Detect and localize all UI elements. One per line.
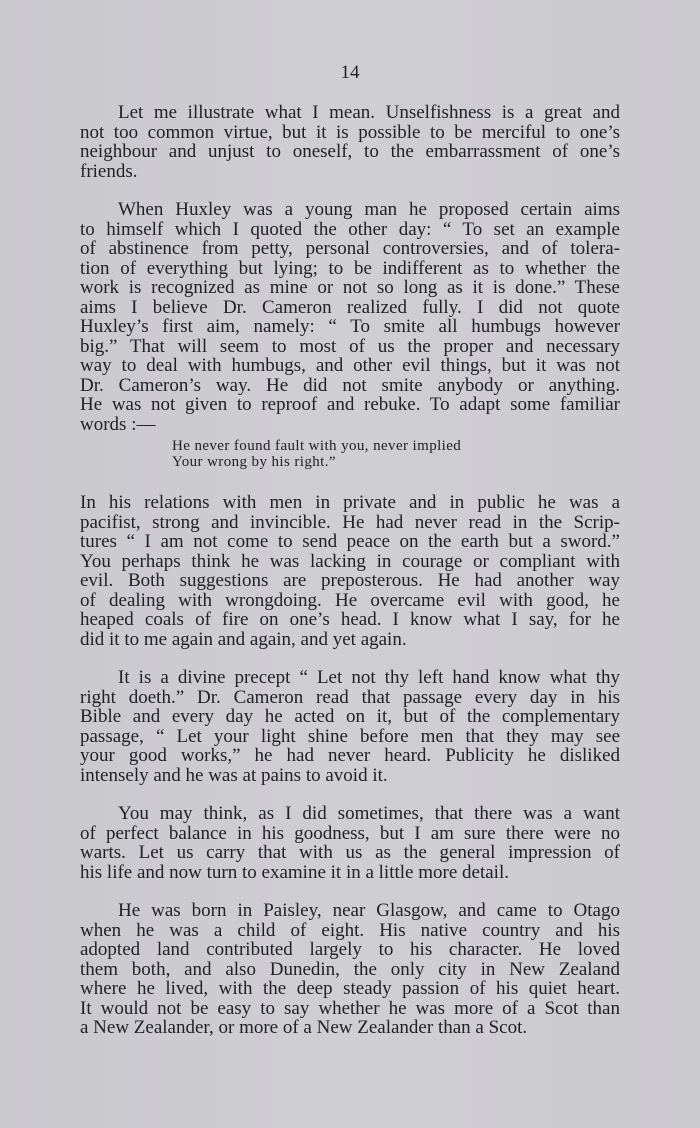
text-line: your good works,” he had never heard. Publicity he disliked [80,745,620,766]
text-line: not too common virtue, but it is possible to be merciful to one’s [80,121,620,143]
text-line: He was born in Paisley, near Glasgow, and came to Otago [118,900,620,921]
text-line: When Huxley was a young man he proposed certain aims [118,199,620,220]
text-line: adopted land contributed largely to his character. He loved [80,939,620,960]
text-line: of perfect balance in his goodness, but I am sure there were no [80,822,620,844]
block-quote [172,438,620,470]
text-line: Let me illustrate what I mean. Unselfishness is a great and [118,102,620,123]
text-line: neighbour and unjust to oneself, to the embarrassment of one’s [80,141,620,162]
quote-line: He never found fault with you, never implied [172,438,462,454]
text-line: In his relations with men in private and in public he was a [80,492,620,513]
text-line: to himself which I quoted the other day: “ To set an example [80,218,620,240]
text-line: tures “ I am not come to send peace on the earth but a sword.” [80,531,620,552]
text-line: warts. Let us carry that with us as the general impression of [80,842,620,863]
text-line: It would not be easy to say whether he was more of a Scot than [80,997,620,1019]
text-line: intensely and he was at pains to avoid it. [80,764,388,786]
text-line: aims I believe Dr. Cameron realized fully. I did not quote [80,296,620,318]
text-line: way to deal with humbugs, and other evil things, but it was not [80,355,620,376]
text-line: them both, and also Dunedin, the only city in New Zealand [80,958,620,980]
text-line: pacifist, strong and invincible. He had never read in the Scrip- [80,511,620,533]
text-line: a New Zealander, or more of a New Zealander than a Scot. [80,1017,528,1038]
paragraph-5 [80,804,620,882]
text-line: He was not given to reproof and rebuke. To adapt some familiar [80,394,620,415]
text-line: Huxley’s first aim, namely: “ To smite all humbugs however [80,316,620,337]
text-line: passage, “ Let your light shine before men that they may see [80,725,620,747]
paragraph-2 [80,200,620,434]
text-line: his life and now turn to examine it in a little more detail. [80,861,509,883]
quote-line: Your wrong by his right.” [172,454,336,470]
text-line: when he was a child of eight. His native country and his [80,919,620,941]
text-line: of abstinence from petty, personal controversies, and of tolera- [80,238,620,259]
text-line: right doeth.” Dr. Cameron read that passage every day in his [80,686,620,708]
text-line: heaped coals of fire on one’s head. I know what I say, for he [80,609,620,630]
text-line: tion of everything but lying; to be indifferent as to whether the [80,257,620,279]
text-line: big.” That will seem to most of us the proper and necessary [80,335,620,357]
text-line: You may think, as I did sometimes, that there was a want [118,803,620,824]
text-line: of dealing with wrongdoing. He overcame evil with good, he [80,589,620,611]
text-line: where he lived, with the deep steady passion of his quiet heart. [80,978,620,999]
paragraph-1 [80,103,620,181]
text-line: words :— [80,413,156,435]
paragraph-6 [80,901,620,1038]
body-text [80,103,620,1038]
text-line: Bible and every day he acted on it, but of the complementary [80,706,620,727]
page-number: 14 [340,62,360,83]
text-line: work is recognized as mine or not so long as it is done.” These [80,277,620,298]
text-line: evil. Both suggestions are preposterous. He had another way [80,570,620,591]
text-line: did it to me again and again, and yet again. [80,628,407,650]
paragraph-3 [80,493,620,649]
text-line: Dr. Cameron’s way. He did not smite anybody or anything. [80,374,620,396]
text-line: It is a divine precept “ Let not thy left hand know what thy [118,667,620,688]
text-line: You perhaps think he was lacking in courage or compliant with [80,550,620,572]
paragraph-4 [80,668,620,785]
text-line: friends. [80,160,138,182]
